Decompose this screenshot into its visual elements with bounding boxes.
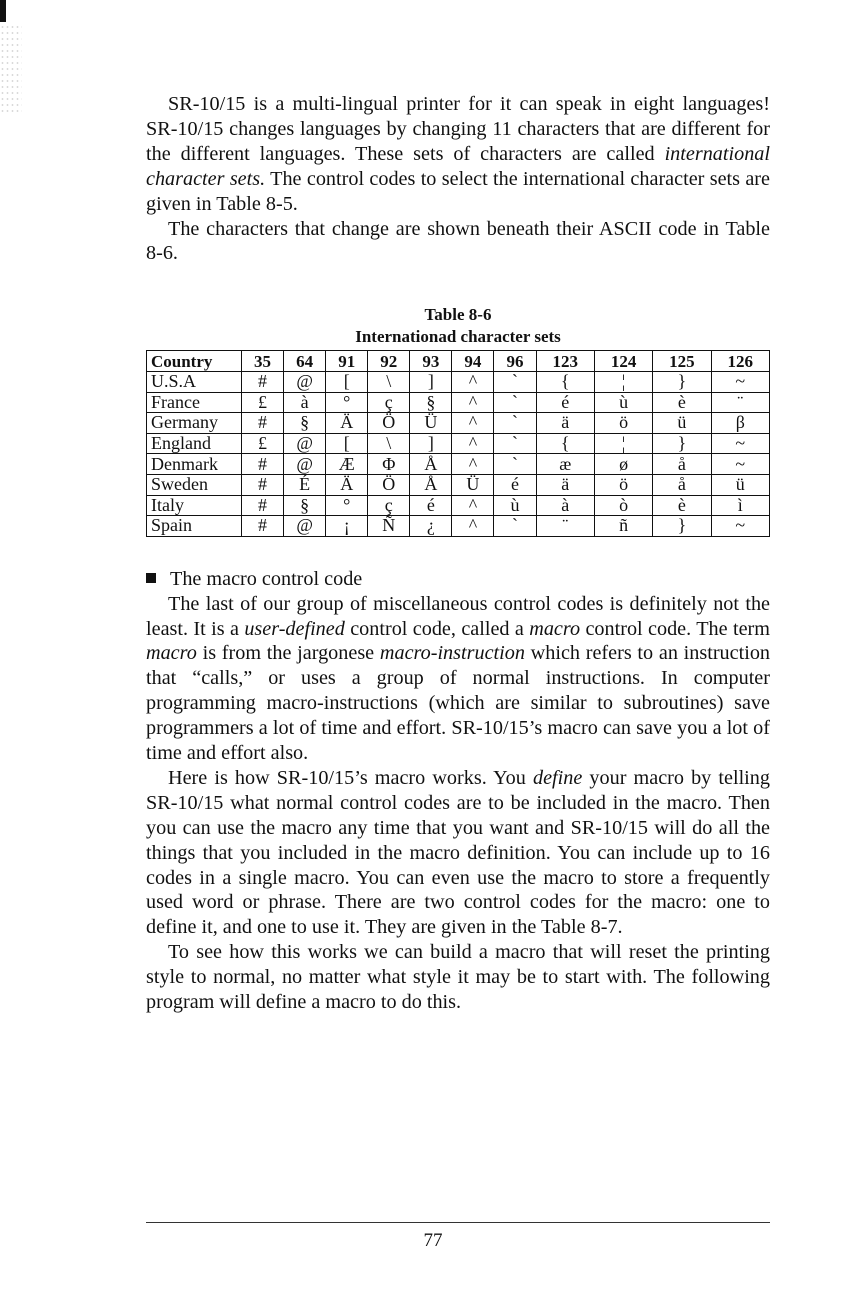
intro-text-a: SR-10/15 is a multi-lingual printer for it can speak in eight languages! SR-10/15 changes languages by changing 11 characters that are different for the different languages. These sets of characters are called	[146, 93, 770, 165]
char-cell: ^	[452, 433, 494, 454]
table-number: Table 8-6	[424, 305, 492, 325]
char-cell: Å	[410, 454, 452, 475]
char-cell: ^	[452, 495, 494, 516]
header-code-35: 35	[242, 351, 284, 372]
char-cell: ^	[452, 392, 494, 413]
emphasis-text: macro	[529, 617, 581, 640]
section-heading-text: The macro control code	[170, 567, 363, 590]
char-cell: #	[242, 474, 284, 495]
char-cell: `	[494, 413, 536, 434]
char-cell: @	[284, 371, 326, 392]
header-code-93: 93	[410, 351, 452, 372]
emphasis-text: user-defined	[244, 617, 345, 640]
char-cell: §	[284, 413, 326, 434]
char-cell: ]	[410, 371, 452, 392]
header-code-123: 123	[536, 351, 594, 372]
charset-table	[146, 350, 770, 536]
table-row	[147, 474, 770, 495]
char-cell: [	[326, 433, 368, 454]
char-cell: ]	[410, 433, 452, 454]
char-cell: {	[536, 433, 594, 454]
char-cell: ö	[594, 474, 652, 495]
char-cell: ç	[368, 495, 410, 516]
table-body	[147, 371, 770, 536]
body-text: control code, called a	[344, 617, 530, 640]
char-cell: `	[494, 392, 536, 413]
char-cell: @	[284, 454, 326, 475]
table-row	[147, 516, 770, 537]
scan-corner-mark	[0, 0, 6, 22]
intro-paragraph-1	[146, 92, 770, 217]
char-cell: Ü	[410, 413, 452, 434]
body-text: control code. The term	[580, 617, 770, 640]
char-cell: è	[653, 495, 711, 516]
char-cell: ~	[711, 454, 769, 475]
char-cell: ~	[711, 433, 769, 454]
char-cell: Å	[410, 474, 452, 495]
char-cell: }	[653, 433, 711, 454]
char-cell: `	[494, 371, 536, 392]
header-code-94: 94	[452, 351, 494, 372]
char-cell: `	[494, 454, 536, 475]
char-cell: ü	[711, 474, 769, 495]
table-row	[147, 495, 770, 516]
char-cell: #	[242, 516, 284, 537]
scan-speckle	[0, 24, 22, 114]
char-cell: ¨	[536, 516, 594, 537]
country-cell: England	[147, 433, 242, 454]
body-text: which refers to an instruction that “calls,” or uses a group of normal instructions. In computer programming macro-instructions (which are similar to subroutines) save programmers a lot of time and effort. SR-10/15’s macro can save you a lot of time and effort also.	[146, 642, 771, 765]
page-body	[146, 92, 770, 1015]
char-cell: ~	[711, 371, 769, 392]
char-cell: é	[410, 495, 452, 516]
char-cell: Æ	[326, 454, 368, 475]
header-country: Country	[147, 351, 242, 372]
char-cell: à	[284, 392, 326, 413]
char-cell: £	[242, 433, 284, 454]
intro-text-b: The control codes to select the international character sets are given in Table 8-5.	[146, 167, 770, 215]
char-cell: ¡	[326, 516, 368, 537]
country-cell: Spain	[147, 516, 242, 537]
char-cell: @	[284, 433, 326, 454]
header-code-124: 124	[594, 351, 652, 372]
emphasis-text: define	[532, 766, 583, 789]
header-code-64: 64	[284, 351, 326, 372]
char-cell: ^	[452, 454, 494, 475]
body-text: your macro by telling SR-10/15 what normal control codes are to be included in the macro. Then you can use the macro any time that you want and SR-10/15 will do all the things that you included in the macro definition. You can include up to 16 codes in a single macro. You can even use the macro to store a frequently used word or phrase. There are two control codes for the macro: one to define it, and one to use it. They are given in the Table 8-7.	[146, 766, 770, 939]
char-cell: `	[494, 516, 536, 537]
body-text: Here is how SR-10/15’s macro works. You	[168, 766, 533, 789]
char-cell: ¿	[410, 516, 452, 537]
char-cell: §	[284, 495, 326, 516]
char-cell: É	[284, 474, 326, 495]
country-cell: U.S.A	[147, 371, 242, 392]
char-cell: é	[536, 392, 594, 413]
char-cell: \	[368, 371, 410, 392]
char-cell: #	[242, 495, 284, 516]
char-cell: æ	[536, 454, 594, 475]
char-cell: Ö	[368, 413, 410, 434]
char-cell: ^	[452, 413, 494, 434]
table-caption: Internationad character sets	[355, 327, 561, 347]
intro-paragraph-2: The characters that change are shown beneath their ASCII code in Table 8-6.	[146, 217, 770, 265]
char-cell: `	[494, 433, 536, 454]
country-cell: Italy	[147, 495, 242, 516]
char-cell: ¦	[594, 433, 652, 454]
table-row	[147, 392, 770, 413]
char-cell: å	[653, 454, 711, 475]
char-cell: ^	[452, 371, 494, 392]
country-cell: Germany	[147, 413, 242, 434]
country-cell: Sweden	[147, 474, 242, 495]
char-cell: [	[326, 371, 368, 392]
header-code-125: 125	[653, 351, 711, 372]
header-code-92: 92	[368, 351, 410, 372]
char-cell: °	[326, 495, 368, 516]
char-cell: ¨	[711, 392, 769, 413]
country-cell: Denmark	[147, 454, 242, 475]
body-text: is from the jargonese	[196, 642, 380, 665]
char-cell: £	[242, 392, 284, 413]
char-cell: Ä	[326, 474, 368, 495]
char-cell: ^	[452, 516, 494, 537]
char-cell: Ö	[368, 474, 410, 495]
table-row	[147, 371, 770, 392]
char-cell: ä	[536, 474, 594, 495]
char-cell: è	[653, 392, 711, 413]
char-cell: #	[242, 413, 284, 434]
char-cell: å	[653, 474, 711, 495]
emphasis-text: macro	[146, 642, 197, 665]
header-code-126: 126	[711, 351, 769, 372]
char-cell: ò	[594, 495, 652, 516]
table-row	[147, 433, 770, 454]
table-row	[147, 454, 770, 475]
char-cell: #	[242, 371, 284, 392]
char-cell: ~	[711, 516, 769, 537]
char-cell: }	[653, 371, 711, 392]
char-cell: à	[536, 495, 594, 516]
page-number: 77	[423, 1230, 443, 1251]
char-cell: Ä	[326, 413, 368, 434]
char-cell: ¦	[594, 371, 652, 392]
char-cell: °	[326, 392, 368, 413]
char-cell: #	[242, 454, 284, 475]
char-cell: ü	[653, 413, 711, 434]
intro-emphasis: international character sets.	[146, 142, 770, 190]
char-cell: \	[368, 433, 410, 454]
char-cell: §	[410, 392, 452, 413]
char-cell: }	[653, 516, 711, 537]
section-heading	[146, 567, 770, 592]
char-cell: ø	[594, 454, 652, 475]
bullet-square-icon	[146, 573, 156, 583]
footer-rule	[146, 1222, 770, 1223]
char-cell: é	[494, 474, 536, 495]
header-code-91: 91	[326, 351, 368, 372]
char-cell: ç	[368, 392, 410, 413]
char-cell: β	[711, 413, 769, 434]
macro-paragraph-1	[146, 592, 770, 766]
char-cell: @	[284, 516, 326, 537]
char-cell: Ü	[452, 474, 494, 495]
char-cell: Φ	[368, 454, 410, 475]
char-cell: ù	[594, 392, 652, 413]
table-header-row	[147, 351, 770, 372]
body-text: The last of our group of miscellaneous control codes is definitely not the least. It is a	[146, 592, 770, 640]
char-cell: ì	[711, 495, 769, 516]
country-cell: France	[147, 392, 242, 413]
header-code-96: 96	[494, 351, 536, 372]
char-cell: ù	[494, 495, 536, 516]
table-row	[147, 413, 770, 434]
char-cell: Ñ	[368, 516, 410, 537]
emphasis-text: macro-instruction	[379, 642, 525, 665]
table-title	[146, 304, 770, 348]
macro-paragraph-3: To see how this works we can build a macro that will reset the printing style to normal, no matter what style it may be to start with. The following program will define a macro to do this.	[146, 941, 770, 1014]
char-cell: {	[536, 371, 594, 392]
char-cell: ñ	[594, 516, 652, 537]
macro-paragraph-2	[146, 766, 770, 940]
char-cell: ä	[536, 413, 594, 434]
char-cell: ö	[594, 413, 652, 434]
